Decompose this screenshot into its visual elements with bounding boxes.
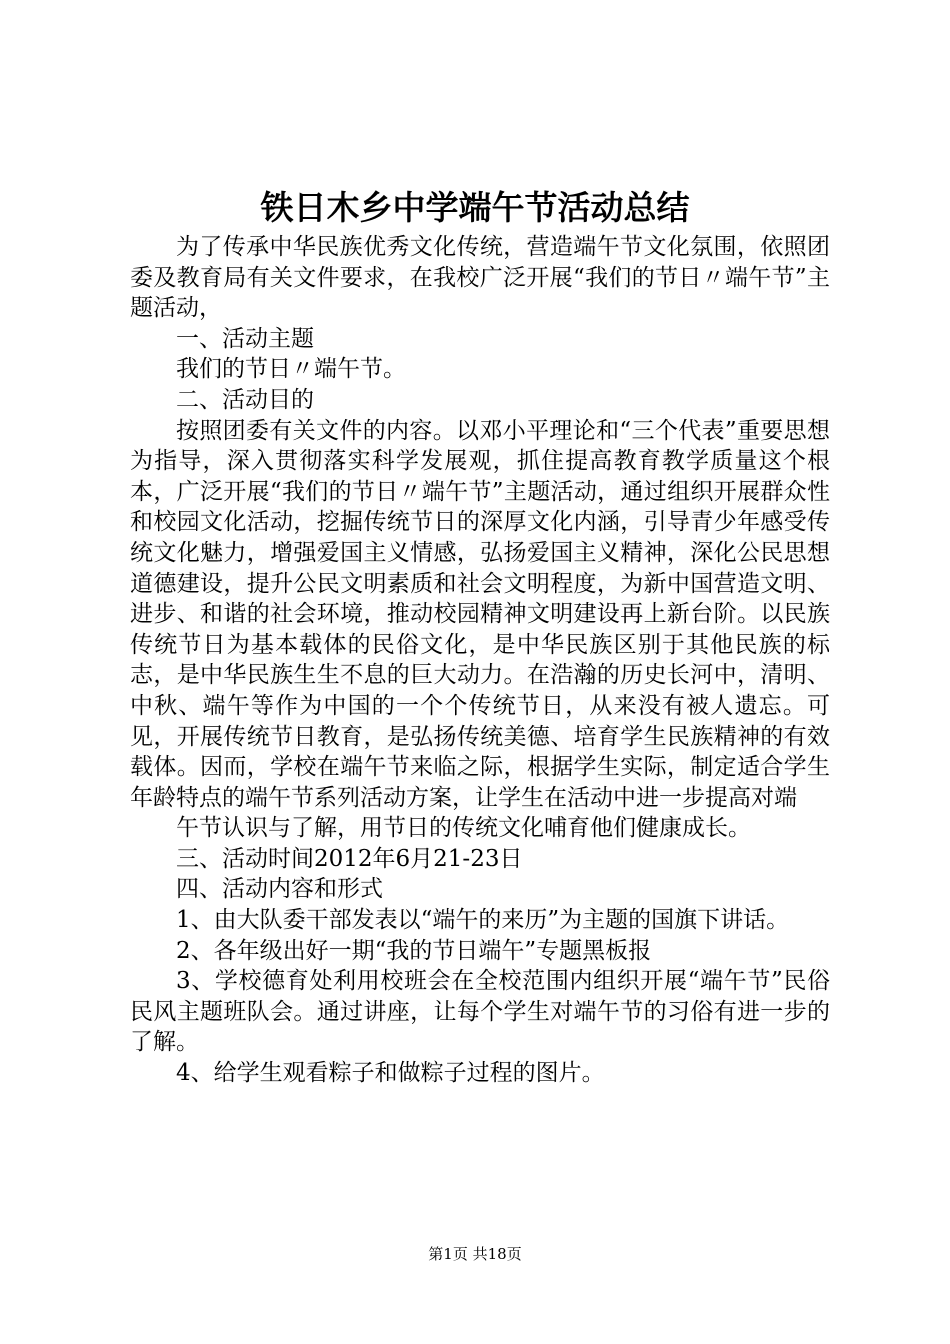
paragraph-purpose-continued: 午节认识与了解，用节日的传统文化哺育他们健康成长。 — [176, 815, 751, 842]
list-item-3: 3、学校德育处利用校班会在全校范围内组织开展“端午节”民俗民风主题班队会。通过讲座，让每个学生对端午节的习俗有进一步的了解。 — [130, 968, 830, 1056]
heading-activity-content: 四、活动内容和形式 — [176, 876, 383, 903]
heading-activity-theme: 一、活动主题 — [176, 325, 314, 352]
heading-activity-purpose: 二、活动目的 — [176, 386, 314, 413]
list-item-2: 2、各年级出好一期“我的节日端午”专题黑板报 — [176, 937, 652, 964]
paragraph-activity-theme: 我们的节日〃端午节。 — [176, 356, 406, 383]
page-footer: 第1页 共18页 — [428, 1245, 522, 1263]
document-body — [130, 232, 830, 1089]
paragraph-activity-purpose: 按照团委有关文件的内容。以邓小平理论和“三个代表”重要思想为指导，深入贯彻落实科学发展观，抓住提高教育教学质量这个根本，广泛开展“我们的节日〃端午节”主题活动，通过组织开展群众性和校园文化活动，挖掘传统节日的深厚文化内涵，引导青少年感受传统文化魅力，增强爱国主义情感，弘扬爱国主义精神，深化公民思想道德建设，提升公民文明素质和社会文明程度，为新中国营造文明、进步、和谐的社会环境，推动校园精神文明建设再上新台阶。以民族传统节日为基本载体的民俗文化，是中华民族区别于其他民族的标志，是中华民族生生不息的巨大动力。在浩瀚的历史长河中，清明、中秋、端午等作为中国的一个个传统节日，从来没有被人遗忘。可见，开展传统节日教育，是弘扬传统美德、培育学生民族精神的有效载体。因而，学校在端午节来临之际，根据学生实际，制定适合学生年龄特点的端午节系列活动方案，让学生在活动中进一步提高对端 — [130, 417, 830, 811]
document-title: 铁日木乡中学端午节活动总结 — [260, 188, 690, 227]
list-item-4: 4、给学生观看粽子和做粽子过程的图片。 — [176, 1060, 605, 1087]
list-item-1: 1、由大队委干部发表以“端午的来历”为主题的国旗下讲话。 — [176, 907, 790, 934]
heading-activity-time: 三、活动时间2012年6月21-23日 — [176, 845, 523, 872]
paragraph-intro: 为了传承中华民族优秀文化传统，营造端午节文化氛围，依照团委及教育局有关文件要求，在我校广泛开展“我们的节日〃端午节”主题活动， — [130, 234, 830, 322]
